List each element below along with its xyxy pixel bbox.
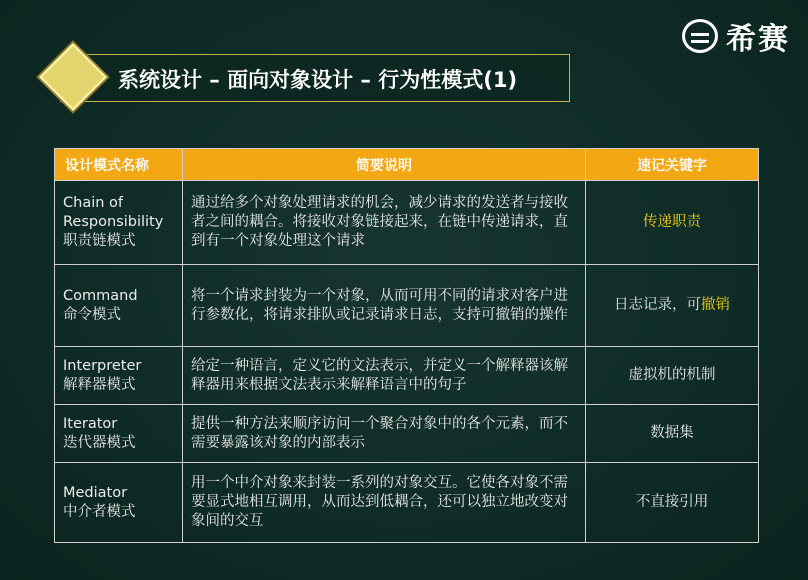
keyword-highlight: 传递职责 [643, 214, 701, 230]
header-pattern-name: 设计模式名称 [55, 149, 183, 181]
keyword-plain: 数据集 [650, 425, 694, 441]
pattern-name-en: Command [63, 287, 138, 304]
pattern-description: 用一个中介对象来封装一系列的对象交互。它使各对象不需要显式地相互调用，从而达到低耦合，还可以独立地改变对象间的交互 [183, 463, 586, 543]
keyword-plain: 虚拟机的机制 [628, 367, 716, 383]
pattern-name-cn: 解释器模式 [63, 376, 136, 393]
slide-title: 系统设计 – 面向对象设计 – 行为性模式(1) [118, 68, 518, 92]
pattern-description: 给定一种语言，定义它的文法表示，并定义一个解释器该解释器用来根据文法表示来解释语言中的句子 [183, 347, 586, 405]
keyword-plain: 日志记录，可 [614, 297, 701, 313]
diamond-icon [40, 44, 106, 110]
pattern-keyword [586, 265, 759, 347]
pattern-description: 提供一种方法来顺序访问一个聚合对象中的各个元素，而不需要暴露该对象的内部表示 [183, 405, 586, 463]
pattern-name-en: Iterator [63, 415, 118, 432]
header-keywords: 速记关键字 [586, 149, 759, 181]
keyword-plain: 不直接引用 [635, 494, 709, 510]
pattern-name-en: Mediator [63, 484, 128, 501]
pattern-name-cell [55, 347, 183, 405]
pattern-name-en: Interpreter [63, 357, 142, 374]
pattern-name-cell [55, 405, 183, 463]
keyword-highlight: 撤销 [701, 297, 730, 313]
pattern-name-cell [55, 181, 183, 265]
pattern-name-en: Chain of [63, 195, 124, 211]
pattern-name-cn: 迭代器模式 [63, 434, 136, 451]
patterns-table [54, 148, 759, 543]
table-header-row [55, 149, 759, 181]
pattern-description: 将一个请求封装为一个对象，从而可用不同的请求对客户进行参数化，将请求排队或记录请求日志，支持可撤销的操作 [183, 265, 586, 347]
pattern-keyword [586, 181, 759, 265]
pattern-keyword [586, 463, 759, 543]
pattern-name-cn: 中介者模式 [63, 503, 136, 520]
pattern-keyword [586, 347, 759, 405]
table-row [55, 181, 759, 265]
logo-text: 希赛 [726, 22, 790, 57]
brand-logo [682, 14, 790, 58]
pattern-name-cn: 职责链模式 [63, 233, 136, 249]
table-row [55, 265, 759, 347]
pattern-name-cell [55, 265, 183, 347]
table-row [55, 405, 759, 463]
pattern-keyword [586, 405, 759, 463]
pattern-description: 通过给多个对象处理请求的机会，减少请求的发送者与接收者之间的耦合。将接收对象链接起来，在链中传递请求，直到有一个对象处理这个请求 [183, 181, 586, 265]
pattern-name-en: Responsibility [63, 214, 164, 230]
header-description: 简要说明 [183, 149, 586, 181]
xisai-logo-icon [682, 19, 718, 53]
table-row [55, 347, 759, 405]
pattern-name-cn: 命令模式 [63, 306, 121, 323]
table-row [55, 463, 759, 543]
pattern-name-cell [55, 463, 183, 543]
